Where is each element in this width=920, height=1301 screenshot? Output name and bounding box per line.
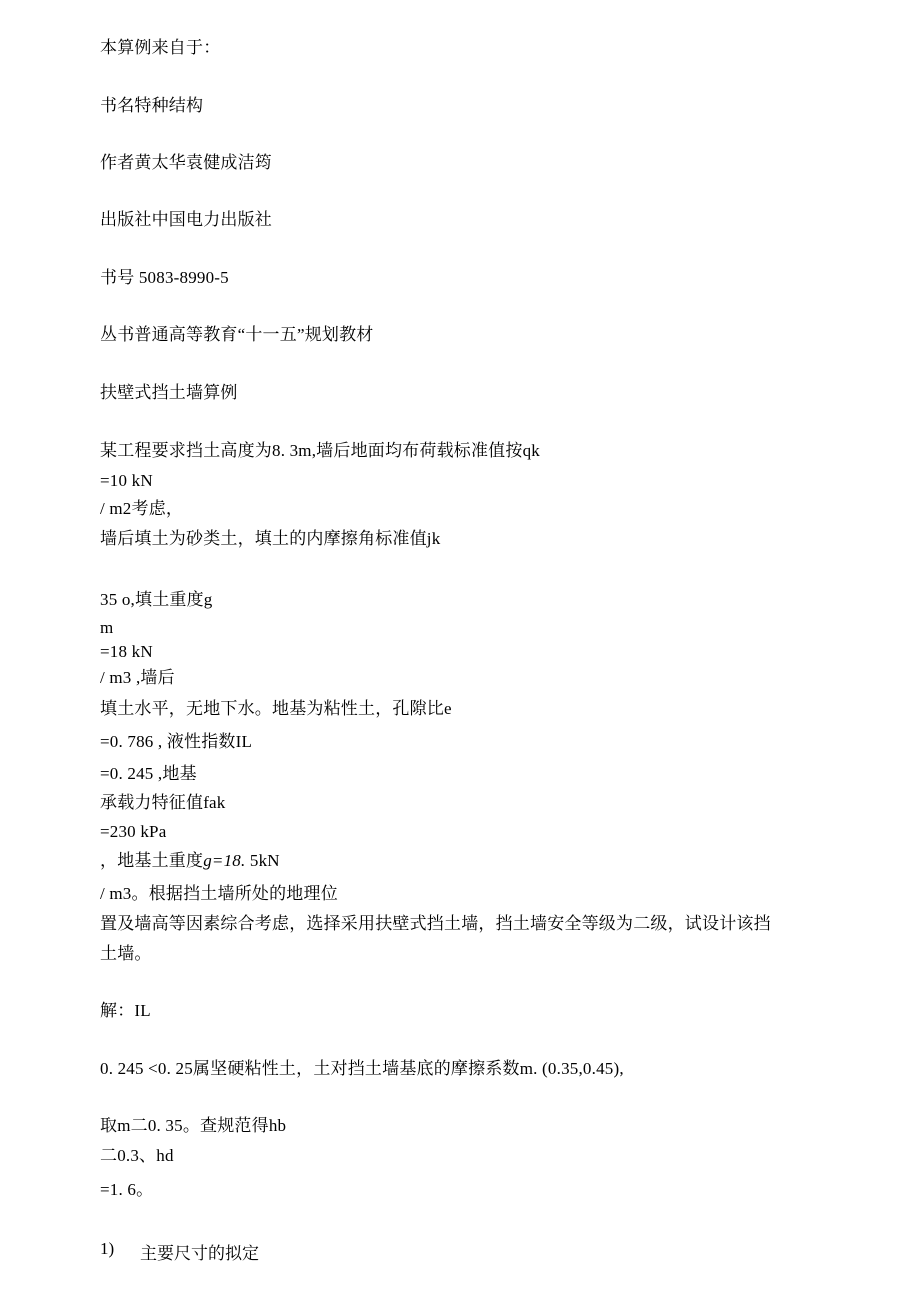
authors: 作者黄太华袁健成洁筠 [100, 153, 272, 172]
problem-text: ，地基土重度 [100, 851, 204, 870]
solution-line: 二0.3、hd [100, 1146, 174, 1165]
series: 丛书普通高等教育“十一五”规划教材 [100, 325, 374, 344]
publisher: 出版社中国电力出版社 [100, 210, 272, 229]
isbn: 书号 5083-8990-5 [100, 268, 229, 287]
problem-text: 5kN [245, 851, 280, 870]
problem-line: 承载力特征值fak [100, 793, 226, 812]
solution-line: =1. 6。 [100, 1180, 154, 1199]
solution-line: 解：IL [100, 1001, 151, 1020]
solution-line: 取m二0. 35。查规范得hb [100, 1116, 287, 1135]
source-intro: 本算例来自于： [100, 38, 221, 57]
problem-line [100, 851, 280, 871]
problem-line: / m2考虑， [100, 499, 184, 518]
problem-line: =230 kPa [100, 822, 167, 841]
problem-line: 置及墙高等因素综合考虑，选择采用扶壁式挡土墙，挡土墙安全等级为二级，试设计该挡土墙。 [100, 914, 771, 963]
problem-math: g=18. [203, 851, 246, 870]
problem-line: / m3 ,墙后 [100, 668, 175, 687]
problem-line: / m3。根据挡土墙所处的地理位 [100, 884, 338, 903]
problem-line: 某工程要求挡土高度为8. 3m,墙后地面均布荷载标准值按qk [100, 441, 540, 460]
problem-line: 墙后填土为砂类土，填土的内摩擦角标准值jk [100, 529, 441, 548]
problem-line: =18 kN [100, 642, 153, 661]
problem-line: =0. 245 ,地基 [100, 764, 197, 783]
problem-line: m [100, 618, 114, 637]
example-title: 扶壁式挡土墙算例 [100, 383, 238, 402]
problem-line: =0. 786 , 液性指数IL [100, 732, 253, 751]
problem-line: =10 kN [100, 471, 153, 490]
section-number: 1) [100, 1239, 115, 1258]
section-heading [0, 1239, 920, 1261]
problem-line: 填土水平，无地下水。地基为粘性土，孔隙比e [100, 699, 452, 718]
book-name: 书名特种结构 [100, 96, 204, 115]
solution-line: 0. 245 <0. 25属坚硬粘性土，土对挡土墙基底的摩擦系数m. (0.35,0.45), [100, 1059, 624, 1078]
section-title: 主要尺寸的拟定 [140, 1244, 259, 1263]
problem-line: 35 o,填土重度g [100, 590, 213, 609]
